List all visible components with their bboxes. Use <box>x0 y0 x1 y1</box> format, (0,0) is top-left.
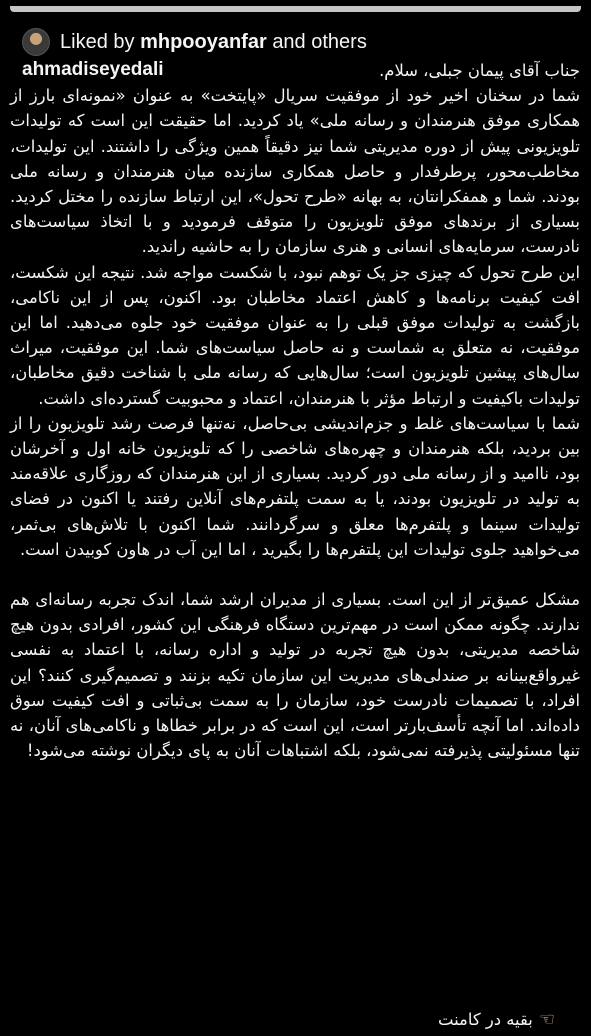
pointing-hand-icon: ☜ <box>538 1009 555 1030</box>
cropped-header-shape <box>10 0 581 12</box>
likes-text <box>60 31 367 54</box>
likes-prefix: Liked by <box>60 30 135 53</box>
post-author-username[interactable]: ahmadiseyedali <box>22 59 164 80</box>
likes-suffix[interactable]: and others <box>272 30 367 53</box>
caption-paragraph-3: شما با سیاست‌های غلط و جزم‌اندیشی بی‌حاصل، نه‌تنها فرصت رشد تلویزیون را از بین بردید، بلکه هنرمندان و چهره‌های شاخصی را که تلویزیون خانه اول و آخرشان بود، ناامید و از رسانه ملی دور کردید. بسیاری از این هنرمندان که روزگاری علاقه‌مند به تولید در تلویزیون بودند، یا به سمت پلتفرم‌های آنلاین رفتند یا اکنون در فضای تولیدات سینما و پلتفرم‌ها معلق و سرگردانند. شما اکنون با تلاش‌های بی‌ثمر، می‌خواهید جلوی تولیدات این پلتفرم‌ها را بگیرید ، اما این آب در هاون کوبیدن است. <box>10 413 580 559</box>
liker-avatar[interactable] <box>22 28 50 56</box>
caption-paragraph-4: مشکل عمیق‌تر از این است. بسیاری از مدیران ارشد شما، اندک تجربه رسانه‌ای هم ندارند. چگونه ممکن است در مهم‌ترین دستگاه فرهنگی این کشور، افرادی بدون هیچ شاخصه مدیریتی، بدون هیچ تجربه در تولید و اداره رسانه، با اعتماد به نفسی غیرواقع‌بینانه بر صندلی‌های مدیریت این سازمان تکیه بزنند و تصمیم‌گیری کنند؟ این افراد، با تصمیمات نادرست خود، سازمان را به سمت بی‌ثباتی و افت کیفیت سوق داده‌اند. اما آنچه تأسف‌بارتر است، این است که در برابر خطاها و ناکامی‌های آنان، نه تنها مسئولیتی پذیرفته نمی‌شود، بلکه اشتباهات آنان به پای دیگران نوشته می‌شود! <box>10 590 580 761</box>
caption-gap <box>10 562 580 587</box>
cropped-header-strip <box>0 0 591 18</box>
caption-paragraph-1: شما در سخنان اخیر خود از موفقیت سریال «پایتخت» به عنوان «نمونه‌ای بارز از همکاری موفق هنرمندان و رسانه ملی» یاد کردید. اما حقیقت این است که تولیدات تلویزیونی پیش از دوره مدیریتی شما نیز دقیقاً همین ویژگی را داشتند. این تولیدات، مخاطب‌محور، پرطرفدار و حاصل همکاری سازنده میان هنرمندان و رسانه ملی بودند. شما و همفکرانتان، به بهانه «طرح تحول»، این ارتباط سازنده را مختل کردید. بسیاری از برندهای موفق تلویزیون را متوقف فرمودید و با اتخاذ سیاست‌های نادرست، سرمایه‌های انسانی و هنری سازمان را به حاشیه راندید. <box>10 86 580 257</box>
caption-footer-text: بقیه در کامنت <box>438 1010 533 1029</box>
caption-greeting: جناب آقای پیمان جبلی، سلام. <box>379 61 580 80</box>
caption-paragraph-2: این طرح تحول که چیزی جز یک توهم نبود، با شکست مواجه شد. نتیجه این شکست، افت کیفیت برنامه‌ها و کاهش اعتماد مخاطبان بود. اکنون، پس از این ناکامی، بازگشت به تولیدات موفق قبلی را به عنوان موفقیت خود جلوه می‌دهید. اما این موفقیت، نه متعلق به شماست و نه حاصل سیاست‌های شما. این موفقیت، میراث سال‌های پیشین تلویزیون است؛ سال‌هایی که رسانه ملی با شناخت دقیق مخاطبان، تولیدات باکیفیت و ارتباط مؤثر با هنرمندان، اعتماد و محبوبیت گسترده‌ای داشت. <box>10 262 580 408</box>
caption-footer <box>438 1009 555 1030</box>
likes-row[interactable] <box>22 28 367 56</box>
likes-user-link[interactable]: mhpooyanfar <box>140 30 267 53</box>
post-caption <box>10 58 580 763</box>
